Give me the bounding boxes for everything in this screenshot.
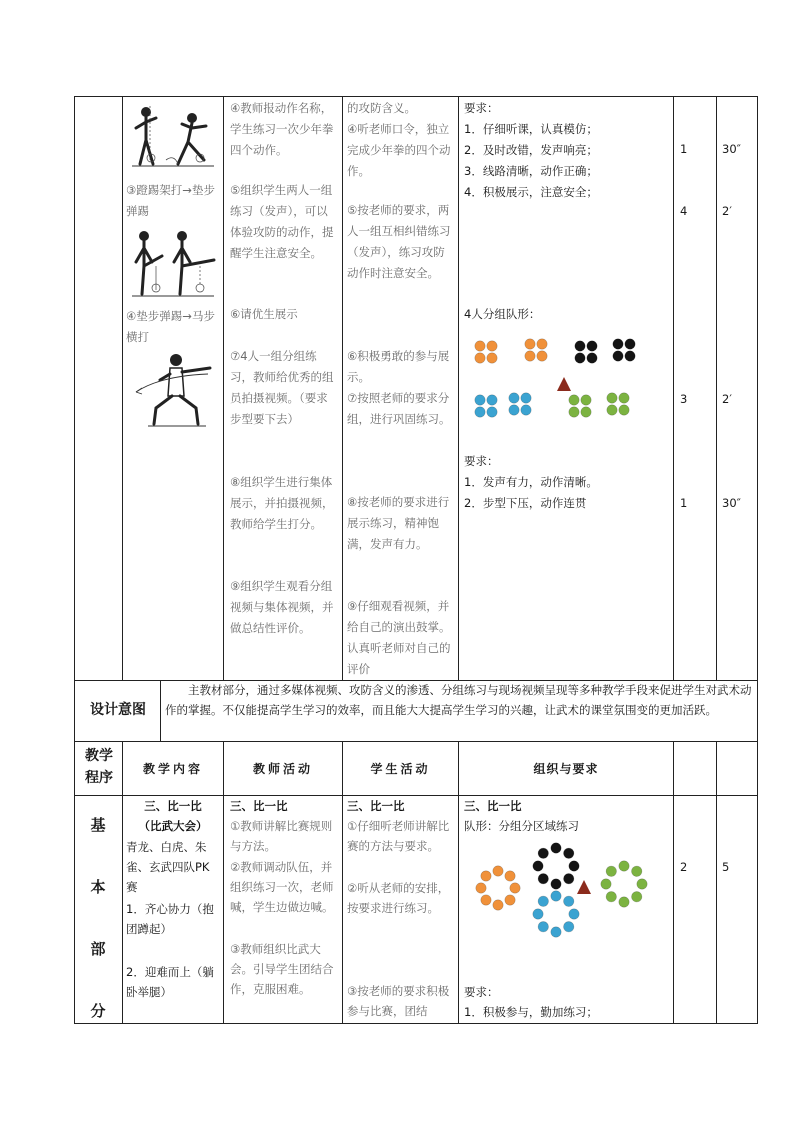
design-intent-text: 主教材部分，通过多媒体视频、攻防含义的渗透、分组练习与现场视频呈现等多种教学手段来促进学生对武术动作的掌握。不仅能提高学生学习的效率，而且能大大提高学生学习的兴趣，让武术的课堂氛围变的更加活跃。 [165, 683, 752, 717]
student-marker [538, 874, 548, 884]
basic-content-subtitle: （比武大会） [138, 819, 208, 833]
student-step-4: ④听老师口令，独立完成少年拳的四个动作。 [347, 122, 451, 178]
requirement-item: 3．线路清晰，动作正确； [464, 164, 598, 178]
student-marker [525, 339, 535, 349]
student-step-8: ⑧按老师的要求进行展示练习，精神饱满，发声有力。 [347, 495, 450, 551]
student-marker [533, 861, 543, 871]
student-marker [632, 866, 642, 876]
student-marker [538, 848, 548, 858]
col-divider [122, 741, 123, 1024]
repetition-count: 1 [680, 142, 688, 156]
header-row-top-border [74, 741, 758, 742]
requirements-title-2: 要求： [464, 454, 499, 468]
basic-content-title: 三、比一比 [144, 799, 202, 813]
basic-org-title: 三、比一比 [464, 799, 522, 813]
student-step-continued: 的攻防含义。 [347, 101, 416, 115]
student-marker [625, 339, 635, 349]
duration: 30″ [722, 496, 741, 510]
col-divider [160, 680, 161, 742]
col-divider [458, 741, 459, 1024]
student-marker [538, 922, 548, 932]
student-marker [481, 895, 491, 905]
section-side-char: 本 [90, 878, 106, 896]
basic-org-requirement-1: 1．积极参与，勤加练习； [464, 1005, 598, 1019]
student-marker [587, 353, 597, 363]
teacher-step-6: ⑥请优生展示 [230, 307, 298, 321]
content-item-4-label: ④垫步弹踢→马步横打 [126, 309, 215, 344]
basic-student-step-3: ③按老师的要求积极参与比赛，团结 [347, 984, 450, 1018]
student-marker [564, 922, 574, 932]
group-formation-label: 4人分组队形： [464, 307, 541, 321]
teacher-step-8: ⑧组织学生进行集体展示，并拍摄视频，教师给学生打分。 [230, 475, 334, 531]
student-marker [521, 393, 531, 403]
basic-teacher-step-1: ①教师讲解比赛规则与方法。 [230, 819, 333, 853]
header-student: 学生活动 [370, 762, 431, 776]
student-marker [587, 341, 597, 351]
student-marker [613, 339, 623, 349]
basic-content-item-1: 1．齐心协力（抱团蹲起） [126, 902, 214, 936]
design-intent-label: 设计意图 [90, 702, 146, 718]
col-divider [342, 741, 343, 1024]
basic-teacher-step-3: ③教师组织比武大会。引导学生团结合作，克服困难。 [230, 942, 334, 996]
col-divider [716, 96, 717, 681]
col-divider [122, 96, 123, 681]
col-divider [223, 96, 224, 681]
student-marker [619, 405, 629, 415]
student-marker [521, 405, 531, 415]
requirement-item: 4．积极展示，注意安全； [464, 185, 598, 199]
student-marker [537, 351, 547, 361]
student-marker [606, 892, 616, 902]
student-marker [632, 892, 642, 902]
requirement-item: 1．仔细听课，认真模仿； [464, 122, 598, 136]
requirements-title-1: 要求： [464, 101, 499, 115]
section-side-char: 分 [90, 1002, 106, 1020]
student-marker [569, 861, 579, 871]
student-marker [619, 897, 629, 907]
student-marker [475, 407, 485, 417]
student-marker [475, 395, 485, 405]
student-marker [509, 393, 519, 403]
teacher-step-4: ④教师报动作名称，学生练习一次少年拳四个动作。 [230, 101, 334, 157]
header-program-line2: 程序 [85, 770, 113, 786]
duration: 2′ [722, 204, 732, 218]
col-divider [673, 741, 674, 1024]
section-side-char: 部 [90, 940, 106, 958]
student-marker [481, 871, 491, 881]
requirement-item: 2．及时改错，发声响亮； [464, 143, 598, 157]
student-marker [575, 353, 585, 363]
student-marker [551, 879, 561, 889]
student-marker [493, 900, 503, 910]
student-marker [487, 407, 497, 417]
student-marker [509, 405, 519, 415]
student-marker [606, 866, 616, 876]
basic-teacher-title: 三、比一比 [230, 799, 288, 813]
table-right-border [757, 96, 758, 1024]
student-marker [581, 407, 591, 417]
basic-student-title: 三、比一比 [347, 799, 405, 813]
col-divider [342, 96, 343, 681]
requirement-item: 1．发声有力，动作清晰。 [464, 475, 598, 489]
student-marker [551, 891, 561, 901]
student-marker [487, 395, 497, 405]
student-marker [607, 393, 617, 403]
student-marker [619, 861, 629, 871]
student-marker [625, 351, 635, 361]
student-marker [510, 883, 520, 893]
basic-content-item-2: 2．迎难而上（躺卧举腿） [126, 965, 214, 999]
kick-block-illustration [126, 100, 220, 174]
col-divider [223, 741, 224, 1024]
student-step-7: ⑦按照老师的要求分组，进行巩固练习。 [347, 391, 451, 426]
student-marker [487, 353, 497, 363]
repetition-count: 1 [680, 496, 688, 510]
basic-repetition-count: 2 [680, 860, 688, 874]
teacher-position-marker [557, 377, 571, 391]
student-marker [569, 909, 579, 919]
table-bottom-border [74, 1023, 758, 1024]
table-top-border [74, 96, 758, 97]
student-marker [538, 896, 548, 906]
student-marker [525, 351, 535, 361]
teacher-position-marker [577, 880, 591, 894]
student-marker [505, 871, 515, 881]
student-marker [637, 879, 647, 889]
student-marker [581, 395, 591, 405]
student-marker [475, 341, 485, 351]
basic-org-formation: 队形：分组分区域练习 [464, 819, 579, 833]
teacher-step-7: ⑦4人一组分组练习，教师给优秀的组员拍摄视频。（要求步型要下去） [230, 349, 334, 426]
student-marker [476, 883, 486, 893]
teacher-step-5: ⑤组织学生两人一组练习（发声），可以体验攻防的动作，提醒学生注意安全。 [230, 183, 334, 260]
basic-content-desc: 青龙、白虎、朱雀、玄武四队PK赛 [126, 840, 210, 894]
student-step-9: ⑨仔细观看视频，并给自己的演出鼓掌。认真听老师对自己的评价 [347, 599, 451, 676]
col-divider [673, 96, 674, 681]
student-marker [551, 927, 561, 937]
student-marker [607, 405, 617, 415]
repetition-count: 3 [680, 392, 688, 406]
student-marker [601, 879, 611, 889]
section-side-char: 基 [90, 816, 106, 834]
col-divider [458, 96, 459, 681]
student-marker [493, 866, 503, 876]
header-organization: 组织与要求 [533, 762, 599, 776]
student-marker [564, 874, 574, 884]
student-marker [537, 339, 547, 349]
student-marker [533, 909, 543, 919]
student-marker [613, 351, 623, 361]
student-step-5: ⑤按老师的要求，两人一组互相纠错练习（发声），练习攻防动作时注意安全。 [347, 203, 451, 280]
basic-duration: 5 [722, 860, 730, 874]
four-person-group-formation-diagram [464, 330, 669, 430]
student-marker [619, 393, 629, 403]
student-marker [564, 896, 574, 906]
student-step-6: ⑥积极勇敢的参与展示。 [347, 349, 450, 384]
student-marker [505, 895, 515, 905]
duration: 30″ [722, 142, 741, 156]
content-item-3-label: ③蹬踢架打→垫步弹踢 [126, 183, 215, 218]
basic-org-requirements-title: 要求： [464, 985, 499, 999]
header-program-line1: 教学 [85, 748, 113, 764]
basic-teacher-step-2: ②教师调动队伍，并组织练习一次，老师喊，学生边做边喊。 [230, 860, 334, 914]
requirement-item: 2．步型下压，动作连贯 [464, 496, 587, 510]
student-marker [569, 407, 579, 417]
student-marker [564, 848, 574, 858]
student-marker [487, 341, 497, 351]
header-content: 教学内容 [142, 762, 203, 776]
basic-student-step-2: ②听从老师的安排，按要求进行练习。 [347, 881, 450, 915]
header-teacher: 教师活动 [252, 762, 313, 776]
basic-student-step-1: ①仔细听老师讲解比赛的方法与要求。 [347, 819, 450, 853]
step-kick-illustration [126, 226, 220, 302]
student-marker [551, 843, 561, 853]
repetition-count: 4 [680, 204, 688, 218]
zone-practice-formation-diagram [464, 838, 669, 938]
duration: 2′ [722, 392, 732, 406]
student-marker [475, 353, 485, 363]
student-marker [575, 341, 585, 351]
col-divider [716, 741, 717, 1024]
teacher-step-9: ⑨组织学生观看分组视频与集体视频，并做总结性评价。 [230, 579, 334, 635]
horse-stance-strike-illustration [130, 352, 218, 430]
student-marker [569, 395, 579, 405]
